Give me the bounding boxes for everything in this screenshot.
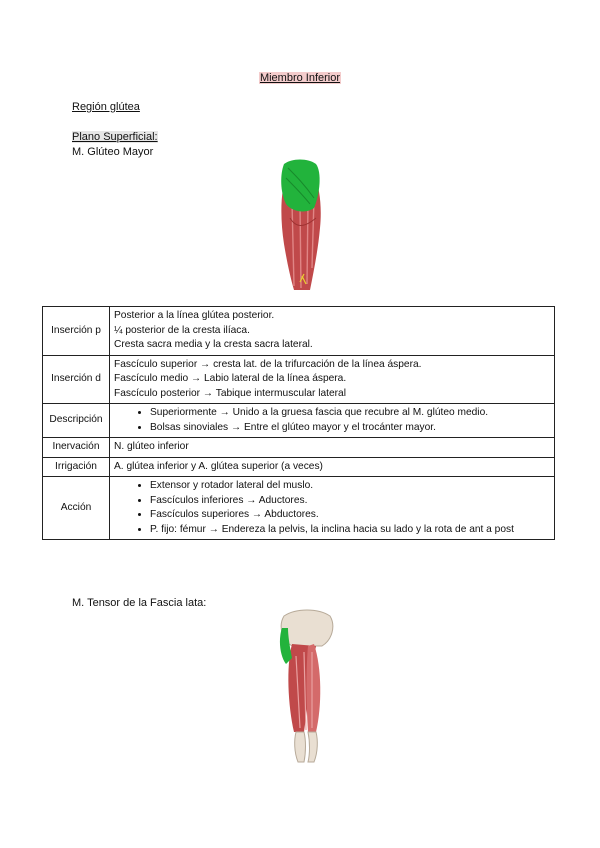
row-value-irrigacion: A. glútea inferior y A. glútea superior (a veces) — [110, 457, 555, 477]
table-row — [43, 457, 555, 477]
row-label-insercion-d: Inserción d — [43, 355, 110, 404]
row-value-accion — [110, 477, 555, 540]
table-row — [43, 404, 555, 438]
row-value-insercion-d — [110, 355, 555, 404]
gluteus-maximus-illustration — [270, 158, 332, 290]
table-row — [43, 477, 555, 540]
plane-heading-text: Plano Superficial: — [72, 131, 158, 143]
table-row — [43, 355, 555, 404]
text-line: Posterior a la línea glútea posterior. — [114, 310, 275, 321]
tensor-fascia-lata-illustration — [256, 606, 356, 766]
list-item: • Superiormente → Unido a la gruesa fascia que recubre al M. glúteo medio. — [150, 406, 550, 421]
text-line: ¼ posterior de la cresta ilíaca. — [114, 324, 250, 336]
list-item: • Fascículos inferiores → Aductores. — [150, 494, 550, 509]
row-label-insercion-p: Inserción p — [43, 307, 110, 356]
muscle-tensor-fascia-lata-name: M. Tensor de la Fascia lata: — [72, 597, 207, 609]
plane-heading — [72, 131, 158, 143]
row-label-accion: Acción — [43, 477, 110, 540]
row-value-descripcion — [110, 404, 555, 438]
bullet-list — [114, 406, 550, 435]
text-line: Fascículo medio → Labio lateral de la línea áspera. — [114, 373, 347, 384]
list-item: • Extensor y rotador lateral del muslo. — [150, 479, 550, 494]
list-item: • Fascículos superiores → Abductores. — [150, 508, 550, 523]
muscle-info-table — [42, 306, 555, 540]
list-item: • P. fijo: fémur → Endereza la pelvis, la inclina hacia su lado y la rota de ant a post — [150, 523, 550, 538]
document-title — [0, 72, 600, 84]
muscle-gluteus-maximus-name: M. Glúteo Mayor — [72, 146, 154, 158]
row-label-inervacion: Inervación — [43, 438, 110, 458]
row-label-irrigacion: Irrigación — [43, 457, 110, 477]
text-line: Fascículo superior → cresta lat. de la trifurcación de la línea áspera. — [114, 358, 422, 370]
region-heading: Región glútea — [72, 101, 140, 113]
document-title-text: Miembro Inferior — [259, 72, 341, 84]
text-line: Cresta sacra media y la cresta sacra lateral. — [114, 339, 313, 350]
row-value-inervacion: N. glúteo inferior — [110, 438, 555, 458]
text-line: Fascículo posterior → Tabique intermuscular lateral — [114, 387, 346, 399]
bullet-list — [114, 479, 550, 537]
table-row — [43, 438, 555, 458]
row-label-descripcion: Descripción — [43, 404, 110, 438]
row-value-insercion-p — [110, 307, 555, 356]
list-item: • Bolsas sinoviales → Entre el glúteo mayor y el trocánter mayor. — [150, 421, 550, 436]
table-row — [43, 307, 555, 356]
